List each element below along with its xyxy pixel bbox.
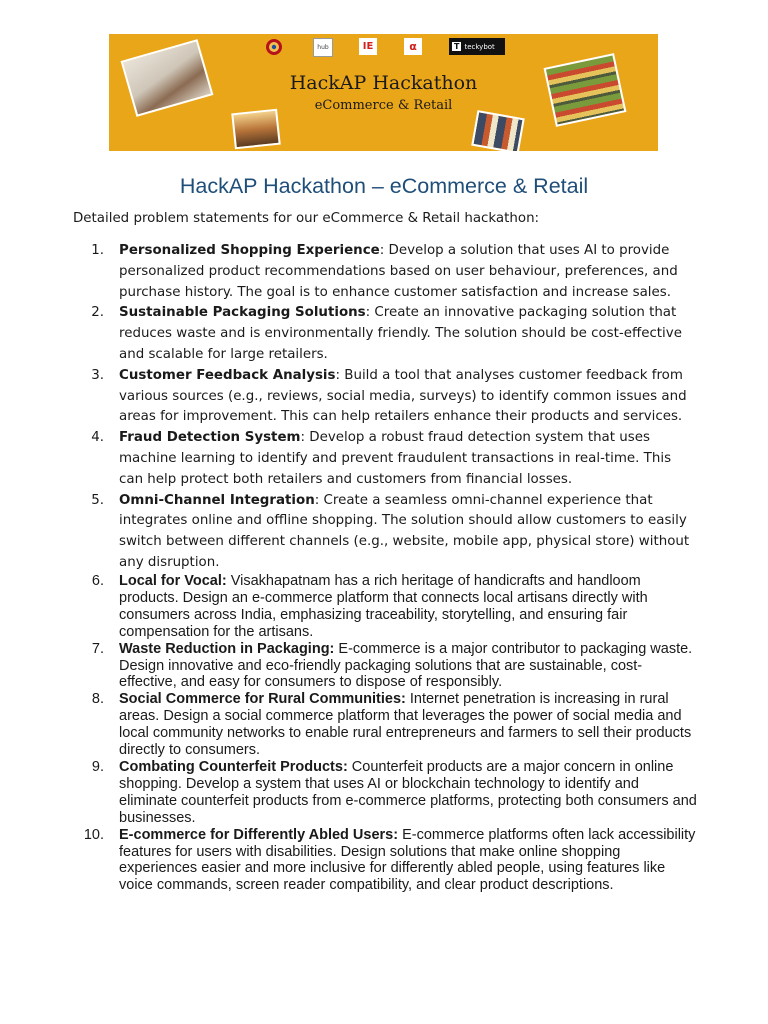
retail-shelf-photo: [231, 109, 281, 150]
item-number: 4.: [91, 430, 104, 446]
item-text: E-commerce platforms often lack accessibility features for users with disabilities. Design solutions that make online shopping experiences easier and more inclusive for differently abled people, using features like voice commands, screen reader compatibility, and clear product descriptions.: [119, 826, 696, 894]
list-item: [0, 691, 768, 759]
item-text: E-commerce is a major contributor to packaging waste. Design innovative and eco-friendly packaging solutions that are sustainable, cost-effective, and easy for consumers to dispose of responsibly.: [119, 640, 693, 691]
item-number: 2.: [91, 305, 104, 321]
item-heading: Fraud Detection System: [119, 430, 301, 446]
list-item: [0, 573, 768, 641]
item-text: Internet penetration is increasing in rural areas. Design a social commerce platform that leverages the power of social media and local community networks to enable rural entrepreneurs and farmers to sell their products directly to consumers.: [119, 691, 692, 759]
item-heading: Customer Feedback Analysis: [119, 367, 336, 383]
list-item: [0, 641, 768, 692]
list-item: [0, 303, 768, 365]
item-text: : Create a seamless omni-channel experience that integrates online and offline shopping. The solution should allow customers to easily switch between different channels (e.g., website, mobile app, physical store) without any disruption.: [119, 492, 690, 570]
item-number: 9.: [91, 758, 104, 775]
item-text: : Develop a robust fraud detection system that uses machine learning to identify and prevent fraudulent transactions in real-time. This can help protect both retailers and customers from financial losses.: [119, 430, 672, 487]
item-text: : Build a tool that analyses customer feedback from various sources (e.g., reviews, social media, surveys) to identify common issues and areas for improvement. This can help retailers enhance their products and services.: [119, 367, 687, 425]
intro-text: Detailed problem statements for our eCommerce & Retail hackathon:: [73, 211, 540, 226]
item-heading: Omni-Channel Integration: [119, 492, 315, 508]
ap-emblem-logo: [264, 38, 284, 55]
store-aisle-photo: [471, 110, 525, 151]
item-heading: Waste Reduction in Packaging:: [119, 640, 335, 657]
item-number: 8.: [91, 691, 104, 708]
item-number: 6.: [91, 573, 104, 589]
list-item: [0, 241, 768, 303]
list-item: [0, 491, 768, 574]
problem-list-part-2: [0, 573, 768, 894]
list-item: [0, 428, 768, 490]
item-text: : Create an innovative packaging solution that reduces waste and is environmentally friendly. The solution should be cost-effective and scalable for large retailers.: [119, 305, 682, 362]
header-banner: [109, 34, 658, 151]
list-item: [0, 827, 768, 895]
banner-subtitle: eCommerce & Retail: [314, 98, 453, 113]
teckybot-logo: T teckybot: [449, 38, 505, 55]
item-heading: Social Commerce for Rural Communities:: [119, 691, 406, 708]
item-number: 10.: [83, 826, 104, 843]
item-heading: Sustainable Packaging Solutions: [119, 305, 366, 321]
hub-logo: hub: [313, 38, 333, 57]
alpha-logo: α: [404, 38, 422, 55]
item-heading: Combating Counterfeit Products:: [119, 758, 348, 775]
item-number: 3.: [91, 367, 104, 383]
item-heading: Personalized Shopping Experience: [119, 243, 380, 258]
item-number: 7.: [91, 640, 104, 657]
item-text: Visakhapatnam has a rich heritage of handicrafts and handloom products. Design an e-commerce platform that connects local artisans directly with consumers across India, emphasizing traceability, storytelling, and ensuring fair compensation for the artisans.: [119, 573, 648, 640]
list-item: [0, 759, 768, 827]
item-heading: Local for Vocal:: [119, 573, 227, 589]
banner-title: HackAP Hackathon: [289, 72, 478, 94]
list-item: [0, 366, 768, 428]
ie-logo: IE: [359, 38, 377, 55]
item-number: 1.: [91, 243, 104, 258]
item-number: 5.: [91, 492, 104, 508]
item-text: : Develop a solution that uses AI to provide personalized product recommendations based on user behaviour, preferences, and purchase history. The goal is to enhance customer satisfaction and increase sales.: [119, 243, 678, 300]
problem-list-part-1: [0, 241, 768, 574]
item-heading: E-commerce for Differently Abled Users:: [119, 826, 399, 843]
page-title: HackAP Hackathon – eCommerce & Retail: [179, 174, 589, 198]
item-text: Counterfeit products are a major concern in online shopping. Develop a system that uses AI or blockchain technology to identify and eliminate counterfeit products from e-commerce platforms, protecting both consumers and businesses.: [119, 758, 697, 826]
